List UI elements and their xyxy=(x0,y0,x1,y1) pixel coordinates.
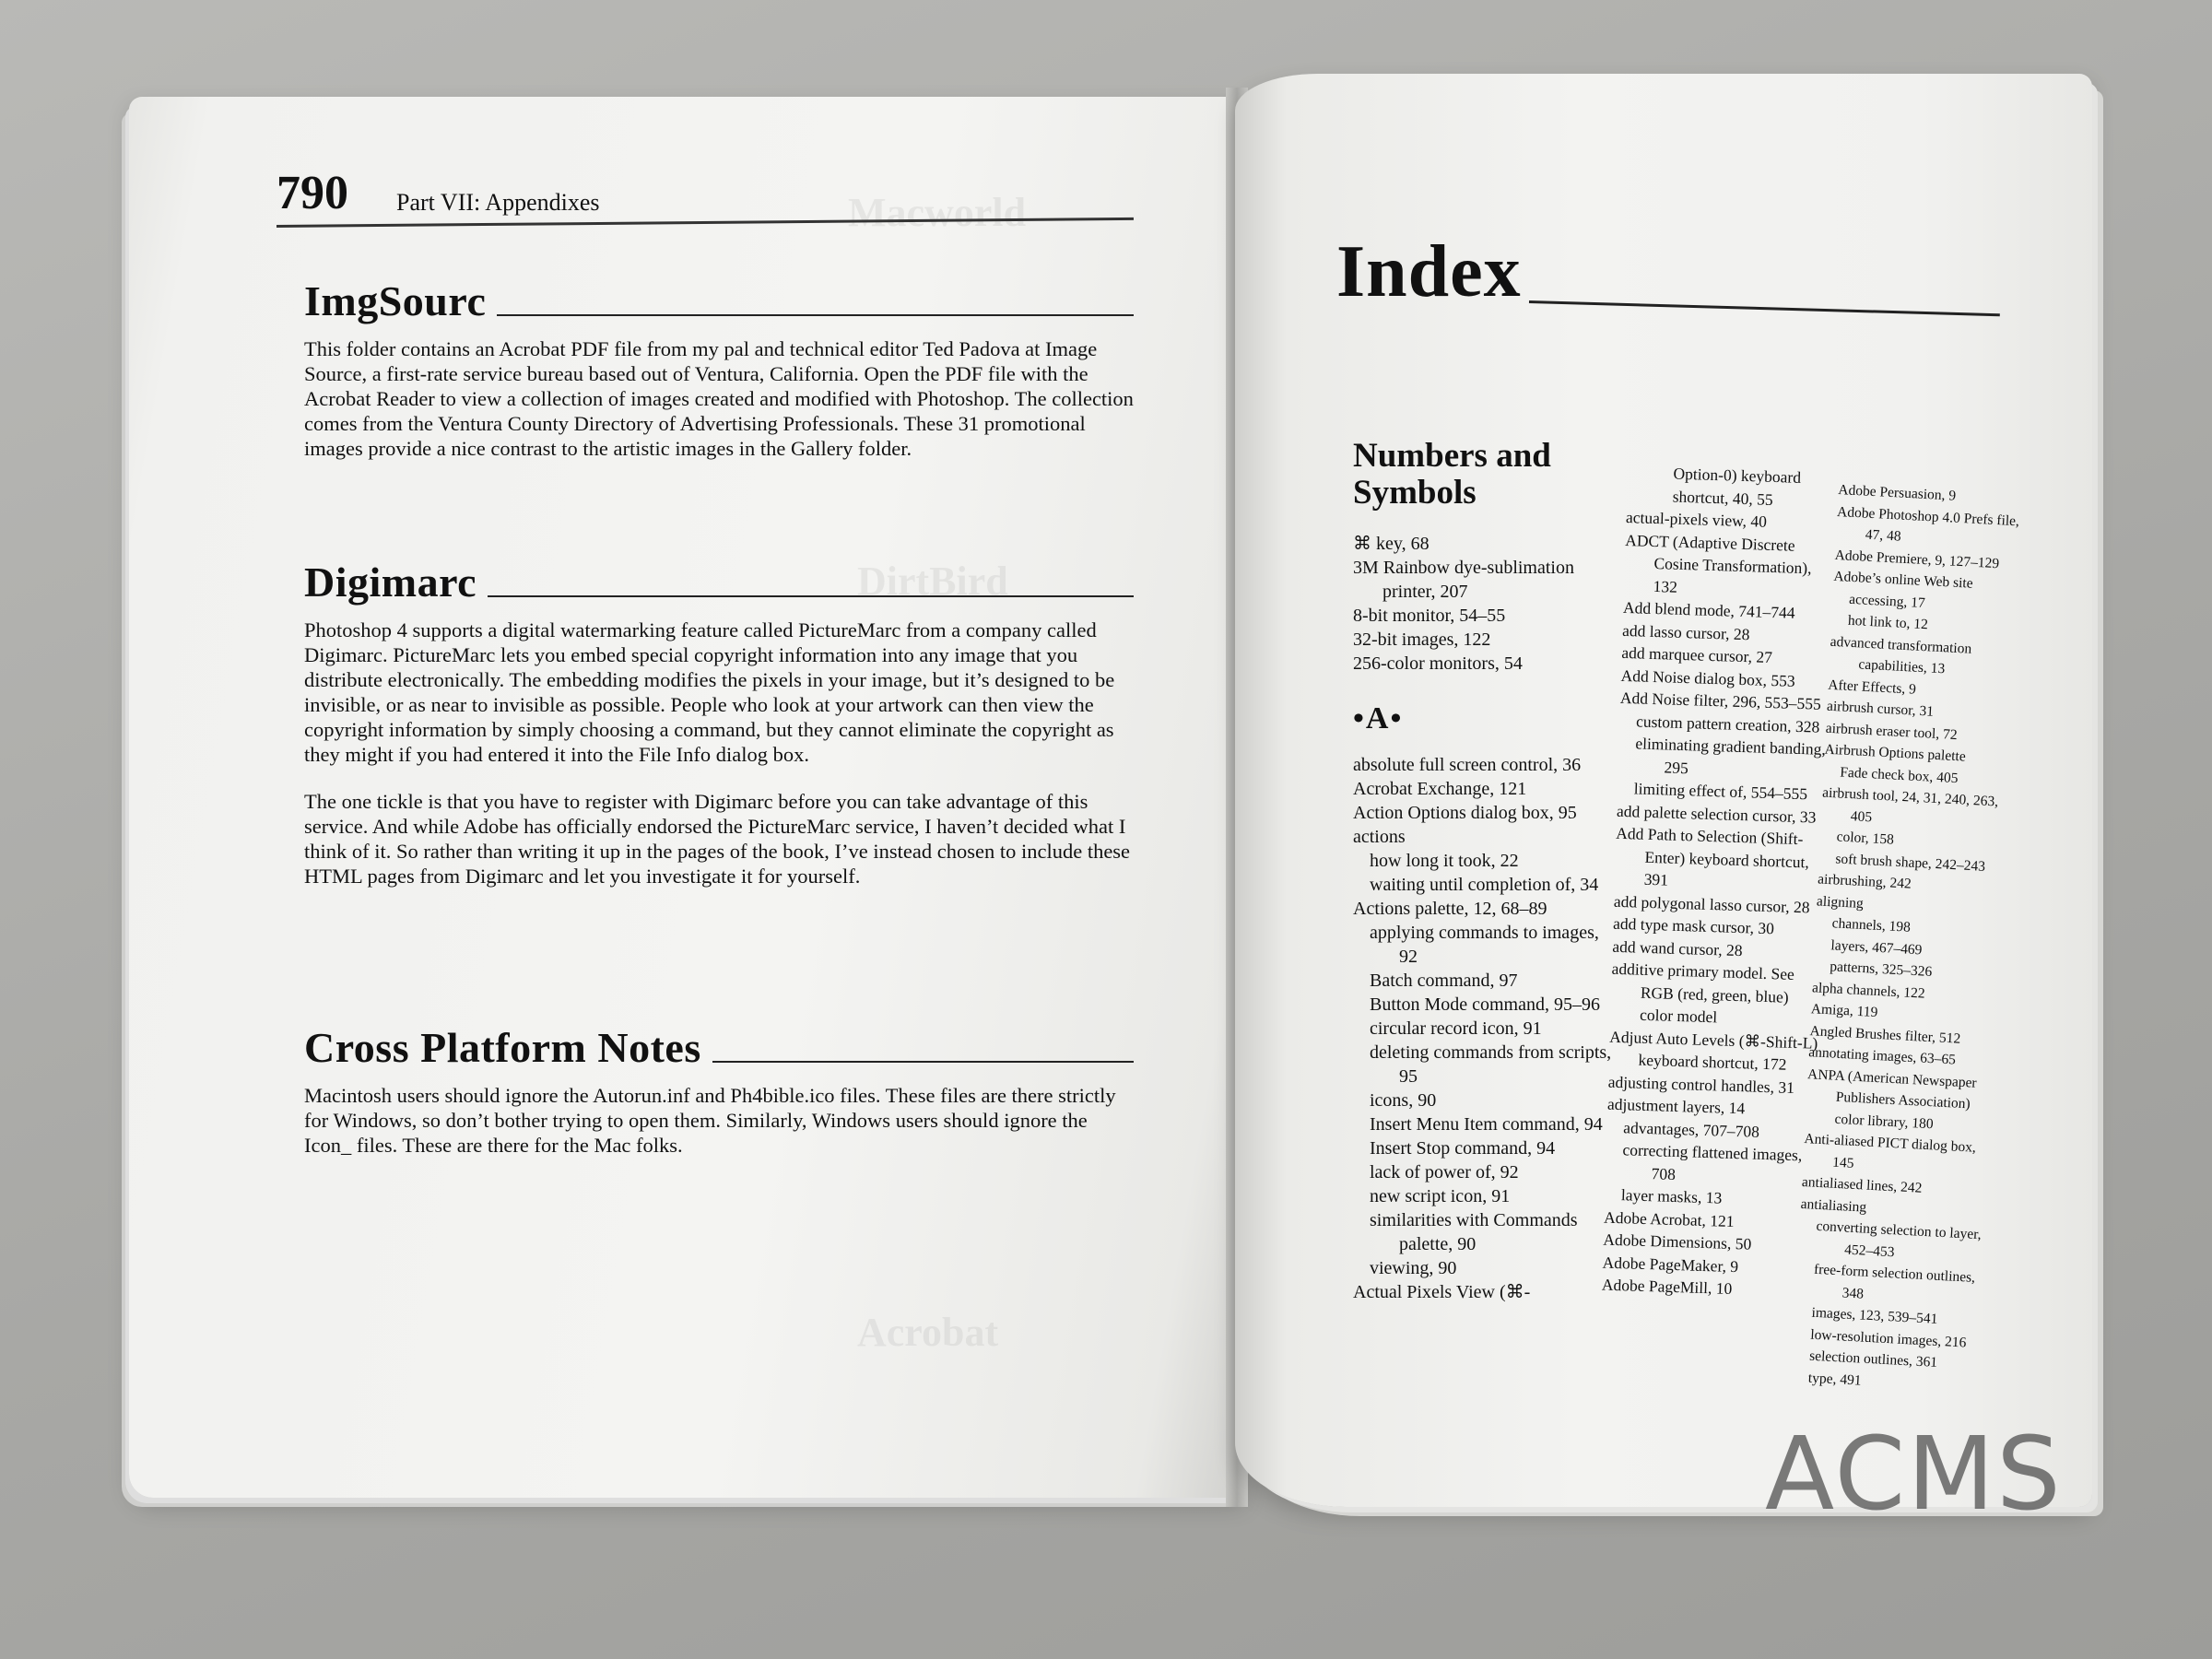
index-entry: viewing, 90 xyxy=(1370,1258,1457,1278)
index-entry: 32-bit images, 122 xyxy=(1353,629,1491,650)
index-entry: Batch command, 97 xyxy=(1370,971,1518,991)
index-entry: new script icon, 91 xyxy=(1370,1186,1511,1206)
index-entry: advanced transformation capabilities, 13 xyxy=(1830,633,1972,677)
watermark: ACMS xyxy=(1765,1415,2063,1533)
index-entry: advantages, 707–708 xyxy=(1622,1117,1760,1141)
index-entry: Adobe Photoshop 4.0 Prefs file, 47, 48 xyxy=(1836,503,2020,545)
bleed-through-text: Acrobat xyxy=(857,1310,999,1355)
index-entry: ADCT (Adaptive Discrete Cosine Transformation), 132 xyxy=(1625,530,1812,596)
index-entry: Option-0) keyboard shortcut, 40, 55 xyxy=(1672,464,1802,509)
index-entry: Adobe Persuasion, 9 xyxy=(1837,481,1957,504)
index-entry: layers, 467–469 xyxy=(1830,936,1923,958)
index-entries-numbers xyxy=(1353,532,1620,676)
index-entries-a xyxy=(1353,753,1620,1304)
index-entry: limiting effect of, 554–555 xyxy=(1633,779,1808,804)
index-entry: airbrush eraser tool, 72 xyxy=(1825,720,1959,743)
section-cross-platform-notes xyxy=(304,1023,1134,1158)
section-heading: ImgSourc xyxy=(304,276,1134,325)
heading-rule xyxy=(488,595,1134,597)
index-entry: ANPA (American Newspaper Publishers Association) color library, 180 xyxy=(1806,1065,1978,1132)
index-entry: Add Noise filter, 296, 553–555 xyxy=(1619,688,1822,713)
index-entry: Actions palette, 12, 68–89 xyxy=(1353,899,1547,919)
index-entry: airbrush cursor, 31 xyxy=(1826,698,1935,720)
page-number: 790 xyxy=(276,167,348,219)
index-entry: 8-bit monitor, 54–55 xyxy=(1353,606,1506,626)
heading-rule xyxy=(497,314,1134,316)
index-entry: deleting commands from scripts, 95 xyxy=(1370,1042,1612,1087)
index-entry: Adobe Dimensions, 50 xyxy=(1603,1230,1752,1253)
index-entry: absolute full screen control, 36 xyxy=(1353,755,1582,775)
index-entry: Angled Brushes filter, 512 xyxy=(1809,1022,1961,1047)
index-entry: accessing, 17 xyxy=(1848,591,1926,611)
index-entry: annotating images, 63–65 xyxy=(1807,1044,1957,1068)
index-entry: add type mask cursor, 30 xyxy=(1612,913,1775,938)
index-entry: antialiased lines, 242 xyxy=(1801,1173,1923,1196)
right-page xyxy=(1235,74,2092,1507)
index-entry: Amiga, 119 xyxy=(1810,1001,1878,1021)
index-entry: eliminating gradient banding, 295 xyxy=(1635,734,1827,777)
index-entry: antialiasing xyxy=(1800,1195,1867,1216)
index-entry: Anti-aliased PICT dialog box, 145 xyxy=(1804,1131,1977,1171)
index-entry: similarities with Commands palette, 90 xyxy=(1370,1210,1578,1254)
bleed-through-text: DirtBird xyxy=(857,559,1008,604)
index-entry: 3M Rainbow dye-sublimation printer, 207 xyxy=(1353,558,1574,602)
index-entry: Acrobat Exchange, 121 xyxy=(1353,779,1527,799)
index-entry: add wand cursor, 28 xyxy=(1612,936,1743,959)
section-imgsourc xyxy=(304,276,1134,461)
paragraph: Photoshop 4 supports a digital watermarking feature called PictureMarc from a company called Digimarc. PictureMarc lets you embed special copyright information into any image that you distribute electronically. The embedding modifies the pixels in your image, but it’s designed to be invisible, or as near to invisible as possible. People who look at your artwork can then view the copyright information by simply choosing a command, but they cannot eliminate the copyright as they might if you had entered it into the File Info dialog box. xyxy=(304,618,1115,766)
part-label: Part VII: Appendixes xyxy=(396,189,600,216)
index-entry: layer masks, 13 xyxy=(1620,1185,1723,1207)
heading-rule xyxy=(712,1061,1134,1063)
index-entry: Actual Pixels View (⌘- xyxy=(1353,1282,1531,1302)
index-entry: airbrushing, 242 xyxy=(1817,871,1912,892)
index-entry: Adobe PageMaker, 9 xyxy=(1602,1253,1739,1276)
index-entry: After Effects, 9 xyxy=(1827,677,1917,698)
index-entry: aligning xyxy=(1816,892,1865,912)
index-entry: Adobe’s online Web site xyxy=(1833,568,1974,592)
index-entry: selection outlines, 361 xyxy=(1808,1347,1938,1371)
index-entry: color, 158 xyxy=(1836,829,1895,848)
index-entry: Fade check box, 405 xyxy=(1839,764,1959,786)
index-entry: Insert Menu Item command, 94 xyxy=(1370,1114,1603,1135)
index-entry: free-form selection outlines, 348 xyxy=(1813,1261,1976,1302)
index-letter-heading: •A• xyxy=(1353,701,1404,735)
index-entry: airbrush tool, 24, 31, 240, 263, 405 xyxy=(1821,784,1999,825)
index-entry: adjustment layers, 14 xyxy=(1606,1094,1746,1118)
index-entry: type, 491 xyxy=(1807,1370,1863,1389)
index-column-1 xyxy=(1353,438,1620,1304)
index-entry: Airbrush Options palette xyxy=(1824,741,1967,765)
index-entry: correcting flattened images, 708 xyxy=(1622,1140,1803,1183)
paragraph: The one tickle is that you have to register with Digimarc before you can take advantage of this service. And while Adobe has officially endorsed the PictureMarc service, I haven’t decided what I think of it. So rather than writing it up in the pages of the book, I’ve instead chosen to include these HTML pages from Digimarc and let you investigate it for yourself. xyxy=(304,790,1131,888)
index-entry: Add blend mode, 741–744 xyxy=(1622,597,1795,622)
index-entry: additive primary model. See RGB (red, green, blue) color model xyxy=(1611,959,1795,1027)
index-entry: low-resolution images, 216 xyxy=(1809,1326,1967,1351)
left-page xyxy=(129,97,1244,1498)
index-entry: Add Path to Selection (Shift-Enter) keyboard shortcut, 391 xyxy=(1615,823,1810,889)
index-entry: hot link to, 12 xyxy=(1847,612,1929,633)
running-head xyxy=(276,161,1134,226)
index-entry: Button Mode command, 95–96 xyxy=(1370,994,1600,1015)
index-entry: Adjust Auto Levels (⌘-Shift-L) keyboard shortcut, 172 xyxy=(1609,1027,1818,1074)
index-entry: waiting until completion of, 34 xyxy=(1370,875,1599,895)
index-title: Index xyxy=(1336,235,2000,309)
index-entry: images, 123, 539–541 xyxy=(1811,1304,1938,1327)
header-rule xyxy=(276,218,1134,228)
title-rule xyxy=(1529,300,2000,316)
index-entry: Adobe Premiere, 9, 127–129 xyxy=(1834,547,2000,571)
index-entry: how long it took, 22 xyxy=(1370,851,1519,871)
index-entry: add marquee cursor, 27 xyxy=(1621,642,1773,667)
index-entry: Action Options dialog box, 95 xyxy=(1353,803,1577,823)
index-entry: 256-color monitors, 54 xyxy=(1353,653,1523,674)
index-entry: Insert Stop command, 94 xyxy=(1370,1138,1556,1159)
section-heading: Digimarc xyxy=(304,558,1134,606)
index-entry: Add Noise dialog box, 553 xyxy=(1620,665,1796,690)
index-subhead: Numbers and Symbols xyxy=(1353,437,1551,512)
index-entry: lack of power of, 92 xyxy=(1370,1162,1519,1182)
index-entry: actual-pixels view, 40 xyxy=(1625,507,1768,531)
paragraph: Macintosh users should ignore the Autorun.inf and Ph4bible.ico files. These files are there strictly for Windows, so don’t bother trying to open them. Similarly, Windows users should ignore the Icon_ files. These are there for the Mac folks. xyxy=(304,1084,1116,1157)
index-entry: custom pattern creation, 328 xyxy=(1635,711,1820,736)
index-entry: applying commands to images, 92 xyxy=(1370,923,1599,967)
index-entry: alpha channels, 122 xyxy=(1811,979,1926,1002)
index-entry: patterns, 325–326 xyxy=(1829,959,1933,981)
index-entry: actions xyxy=(1353,827,1406,847)
index-entry: Adobe PageMill, 10 xyxy=(1601,1275,1733,1298)
section-digimarc xyxy=(304,558,1134,888)
index-entry: adjusting control handles, 31 xyxy=(1607,1072,1795,1097)
paragraph: This folder contains an Acrobat PDF file from my pal and technical editor Ted Padova at Image Source, a first-rate service bureau based out of Ventura, California. Open the PDF file with the Acrobat Reader to view a collection of images created and modified with Photoshop. The collection comes from the Ventura County Directory of Advertising Professionals. These 31 promotional images provide a nice contrast to the artistic images in the Gallery folder. xyxy=(304,337,1134,460)
index-entry: add polygonal lasso cursor, 28 xyxy=(1613,891,1810,916)
index-entry: ⌘ key, 68 xyxy=(1353,534,1430,554)
index-entry: converting selection to layer, 452–453 xyxy=(1816,1218,1983,1260)
index-entry: icons, 90 xyxy=(1370,1090,1437,1111)
index-entry: add palette selection cursor, 33 xyxy=(1616,801,1817,827)
index-entry: circular record icon, 91 xyxy=(1370,1018,1542,1039)
index-entry: add lasso cursor, 28 xyxy=(1621,620,1750,643)
bleed-through-text: Macworld xyxy=(848,190,1027,235)
index-entry: soft brush shape, 242–243 xyxy=(1835,850,1986,875)
index-entry: Adobe Acrobat, 121 xyxy=(1603,1207,1735,1230)
section-heading: Cross Platform Notes xyxy=(304,1023,1134,1072)
index-entry: channels, 198 xyxy=(1831,915,1912,935)
